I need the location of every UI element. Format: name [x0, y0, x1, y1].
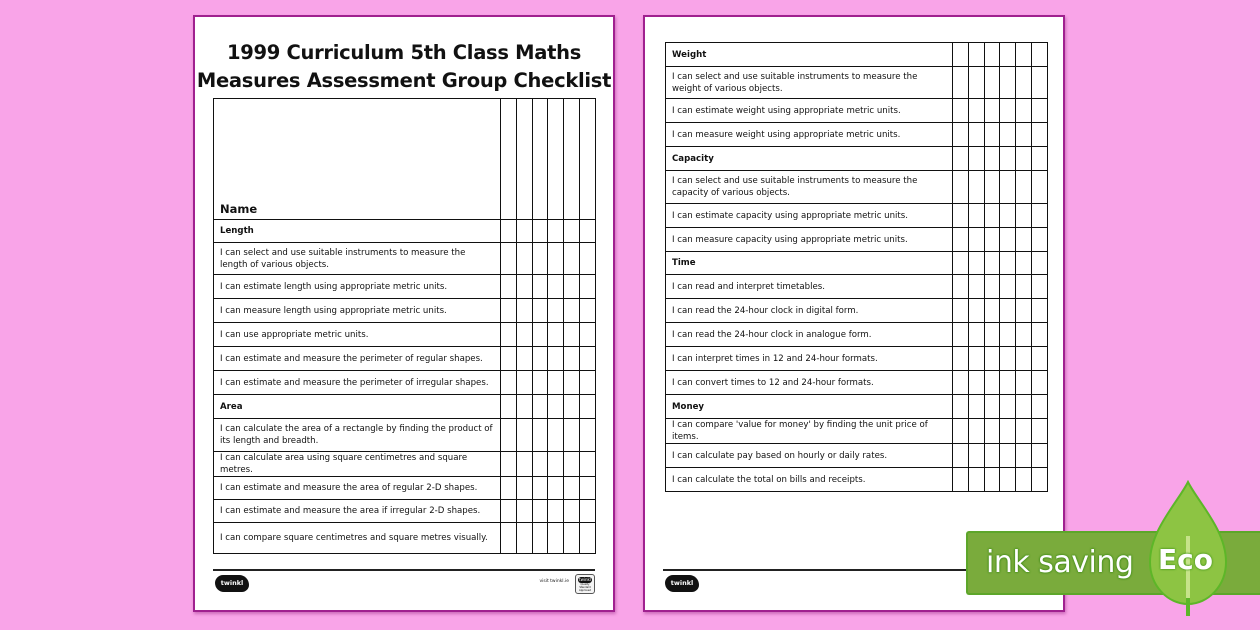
checkbox-cell[interactable] — [1031, 347, 1047, 371]
checkbox-cell[interactable] — [968, 147, 984, 171]
checklist-item-text: I can estimate and measure the area of regular 2-D shapes. — [214, 477, 501, 500]
checkbox-cell[interactable] — [1000, 419, 1016, 444]
checkbox-cell[interactable] — [548, 395, 564, 419]
checkbox-cell[interactable] — [532, 452, 548, 477]
checkbox-cell[interactable] — [532, 275, 548, 299]
checkbox-cell[interactable] — [968, 123, 984, 147]
checkbox-cell[interactable] — [953, 347, 969, 371]
checkbox-cell[interactable] — [1000, 371, 1016, 395]
checkbox-cell[interactable] — [1000, 468, 1016, 492]
checkbox-cell[interactable] — [1016, 204, 1032, 228]
checkbox-cell[interactable] — [1016, 67, 1032, 99]
checkbox-cell[interactable] — [579, 371, 595, 395]
checklist-item-text: I can read the 24-hour clock in digital form. — [666, 299, 953, 323]
checkbox-cell[interactable] — [984, 371, 1000, 395]
name-label: Name — [214, 99, 501, 220]
checkbox-cell[interactable] — [968, 171, 984, 204]
checkbox-cell[interactable] — [968, 444, 984, 468]
checkbox-cell[interactable] — [579, 452, 595, 477]
footer-divider — [213, 569, 595, 571]
checkbox-cell[interactable] — [548, 523, 564, 554]
checkbox-cell[interactable] — [548, 477, 564, 500]
checkbox-cell[interactable] — [501, 371, 517, 395]
checklist-item-text: I can select and use suitable instruments to measure the weight of various objects. — [666, 67, 953, 99]
checkbox-cell[interactable] — [579, 243, 595, 275]
checkbox-cell[interactable] — [579, 323, 595, 347]
checkbox-cell[interactable] — [564, 500, 580, 523]
checkbox-cell[interactable] — [968, 395, 984, 419]
checkbox-cell[interactable] — [548, 299, 564, 323]
checkbox-cell[interactable] — [516, 243, 532, 275]
checkbox-cell[interactable] — [1031, 67, 1047, 99]
checkbox-cell[interactable] — [953, 204, 969, 228]
checkbox-cell[interactable] — [579, 523, 595, 554]
checkbox-cell[interactable] — [516, 299, 532, 323]
checkbox-cell[interactable] — [1031, 468, 1047, 492]
checklist-row — [666, 171, 1048, 204]
checkbox-cell[interactable] — [984, 299, 1000, 323]
checkbox-cell[interactable] — [501, 220, 517, 243]
checklist-item-text: I can convert times to 12 and 24-hour formats. — [666, 371, 953, 395]
checkbox-cell[interactable] — [501, 477, 517, 500]
checkbox-cell[interactable] — [1031, 228, 1047, 252]
checkbox-cell[interactable] — [968, 371, 984, 395]
checkbox-cell[interactable] — [532, 477, 548, 500]
checkbox-cell[interactable] — [953, 171, 969, 204]
checkbox-cell[interactable] — [953, 419, 969, 444]
checkbox-cell[interactable] — [984, 123, 1000, 147]
checklist-row — [214, 275, 596, 299]
checkbox-cell[interactable] — [564, 371, 580, 395]
checkbox-cell[interactable] — [516, 395, 532, 419]
checkbox-cell[interactable] — [548, 347, 564, 371]
section-heading-row — [666, 43, 1048, 67]
checklist-row — [666, 275, 1048, 299]
checkbox-cell[interactable] — [548, 371, 564, 395]
checkbox-cell[interactable] — [501, 523, 517, 554]
badge-logo: twinkl — [579, 577, 591, 582]
section-heading-row — [214, 220, 596, 243]
checklist-row — [666, 444, 1048, 468]
name-cell[interactable] — [516, 99, 532, 220]
checklist-item-text: I can compare 'value for money' by finding the unit price of items. — [666, 419, 953, 444]
checkbox-cell[interactable] — [501, 323, 517, 347]
checklist-item-text: I can select and use suitable instruments to measure the length of various objects. — [214, 243, 501, 275]
checklist-row — [214, 523, 596, 554]
checklist-item-text: I can measure length using appropriate metric units. — [214, 299, 501, 323]
checkbox-cell[interactable] — [953, 468, 969, 492]
checkbox-cell[interactable] — [1031, 323, 1047, 347]
checklist-item-text: I can calculate the total on bills and receipts. — [666, 468, 953, 492]
checkbox-cell[interactable] — [1000, 171, 1016, 204]
checklist-row — [214, 419, 596, 452]
checkbox-cell[interactable] — [968, 299, 984, 323]
checklist-row — [666, 99, 1048, 123]
checkbox-cell[interactable] — [579, 220, 595, 243]
checklist-item-text: I can measure weight using appropriate metric units. — [666, 123, 953, 147]
name-cell[interactable] — [548, 99, 564, 220]
checklist-row — [666, 468, 1048, 492]
checkbox-cell[interactable] — [984, 275, 1000, 299]
checklist-item-text: I can read and interpret timetables. — [666, 275, 953, 299]
checkbox-cell[interactable] — [984, 228, 1000, 252]
twinkl-logo: twinkl — [215, 575, 249, 592]
checkbox-cell[interactable] — [984, 468, 1000, 492]
checklist-page-1 — [193, 15, 615, 612]
checklist-row — [214, 500, 596, 523]
checklist-item-text: I can estimate and measure the area if irregular 2-D shapes. — [214, 500, 501, 523]
checkbox-cell[interactable] — [564, 419, 580, 452]
checkbox-cell[interactable] — [984, 147, 1000, 171]
checklist-page-2 — [643, 15, 1065, 612]
checkbox-cell[interactable] — [501, 275, 517, 299]
checklist-item-text: I can select and use suitable instruments to measure the capacity of various objects. — [666, 171, 953, 204]
checkbox-cell[interactable] — [532, 371, 548, 395]
checklist-row — [214, 371, 596, 395]
checkbox-cell[interactable] — [1000, 444, 1016, 468]
checkbox-cell[interactable] — [548, 500, 564, 523]
section-heading: Weight — [666, 43, 953, 67]
section-heading-row — [666, 147, 1048, 171]
checkbox-cell[interactable] — [1016, 468, 1032, 492]
checkbox-cell[interactable] — [501, 419, 517, 452]
document-title — [195, 39, 613, 95]
checkbox-cell[interactable] — [564, 347, 580, 371]
checkbox-cell[interactable] — [564, 395, 580, 419]
checklist-table-right — [665, 42, 1048, 492]
checkbox-cell[interactable] — [1031, 275, 1047, 299]
checkbox-cell[interactable] — [548, 323, 564, 347]
checkbox-cell[interactable] — [1016, 444, 1032, 468]
quality-badge-icon — [575, 574, 595, 594]
checkbox-cell[interactable] — [1000, 43, 1016, 67]
checkbox-cell[interactable] — [953, 123, 969, 147]
title-line-2: Measures Assessment Group Checklist — [196, 69, 612, 92]
checkbox-cell[interactable] — [953, 252, 969, 275]
section-heading-row — [666, 395, 1048, 419]
checkbox-cell[interactable] — [1016, 99, 1032, 123]
checkbox-cell[interactable] — [968, 228, 984, 252]
checkbox-cell[interactable] — [564, 220, 580, 243]
checkbox-cell[interactable] — [1016, 228, 1032, 252]
checkbox-cell[interactable] — [579, 500, 595, 523]
checkbox-cell[interactable] — [532, 395, 548, 419]
checkbox-cell[interactable] — [501, 395, 517, 419]
checkbox-cell[interactable] — [1031, 419, 1047, 444]
checklist-row — [666, 204, 1048, 228]
checkbox-cell[interactable] — [516, 452, 532, 477]
checklist-item-text: I can measure capacity using appropriate metric units. — [666, 228, 953, 252]
checklist-item-text: I can read the 24-hour clock in analogue form. — [666, 323, 953, 347]
checkbox-cell[interactable] — [1031, 444, 1047, 468]
checkbox-cell[interactable] — [1000, 323, 1016, 347]
checkbox-cell[interactable] — [1000, 123, 1016, 147]
checkbox-cell[interactable] — [1031, 171, 1047, 204]
checkbox-cell[interactable] — [548, 275, 564, 299]
checklist-table-left — [213, 98, 596, 554]
checkbox-cell[interactable] — [1000, 299, 1016, 323]
twinkl-logo: twinkl — [665, 575, 699, 592]
checkbox-cell[interactable] — [1031, 395, 1047, 419]
checklist-item-text: I can estimate capacity using appropriate metric units. — [666, 204, 953, 228]
checkbox-cell[interactable] — [953, 67, 969, 99]
checklist-row — [214, 452, 596, 477]
checklist-row — [666, 67, 1048, 99]
checklist-item-text: I can calculate pay based on hourly or daily rates. — [666, 444, 953, 468]
eco-label: Eco — [1158, 543, 1213, 576]
checkbox-cell[interactable] — [1016, 275, 1032, 299]
name-cell[interactable] — [579, 99, 595, 220]
checkbox-cell[interactable] — [548, 419, 564, 452]
checkbox-cell[interactable] — [953, 299, 969, 323]
checklist-row — [666, 371, 1048, 395]
checkbox-cell[interactable] — [1016, 171, 1032, 204]
checklist-row — [214, 477, 596, 500]
checkbox-cell[interactable] — [953, 147, 969, 171]
name-cell[interactable] — [564, 99, 580, 220]
checkbox-cell[interactable] — [532, 220, 548, 243]
checkbox-cell[interactable] — [1031, 99, 1047, 123]
badge-text: Quality Standard Approved — [579, 583, 591, 592]
checkbox-cell[interactable] — [516, 523, 532, 554]
checkbox-cell[interactable] — [516, 220, 532, 243]
checkbox-cell[interactable] — [564, 452, 580, 477]
checklist-item-text: I can compare square centimetres and square metres visually. — [214, 523, 501, 554]
checkbox-cell[interactable] — [532, 347, 548, 371]
checkbox-cell[interactable] — [968, 323, 984, 347]
checkbox-cell[interactable] — [532, 523, 548, 554]
checkbox-cell[interactable] — [984, 99, 1000, 123]
checkbox-cell[interactable] — [1016, 323, 1032, 347]
checklist-row — [666, 419, 1048, 444]
checkbox-cell[interactable] — [516, 275, 532, 299]
checkbox-cell[interactable] — [501, 243, 517, 275]
checkbox-cell[interactable] — [968, 252, 984, 275]
name-header-row — [214, 99, 596, 220]
checkbox-cell[interactable] — [953, 99, 969, 123]
checkbox-cell[interactable] — [1031, 299, 1047, 323]
checkbox-cell[interactable] — [579, 347, 595, 371]
checkbox-cell[interactable] — [516, 419, 532, 452]
title-line-1: 1999 Curriculum 5th Class Maths — [226, 41, 582, 64]
checkbox-cell[interactable] — [516, 500, 532, 523]
section-heading-row — [666, 252, 1048, 275]
checklist-row — [214, 299, 596, 323]
checkbox-cell[interactable] — [968, 275, 984, 299]
checkbox-cell[interactable] — [579, 477, 595, 500]
checkbox-cell[interactable] — [532, 299, 548, 323]
checkbox-cell[interactable] — [1000, 275, 1016, 299]
checkbox-cell[interactable] — [532, 243, 548, 275]
checkbox-cell[interactable] — [1031, 371, 1047, 395]
checkbox-cell[interactable] — [579, 275, 595, 299]
checkbox-cell[interactable] — [953, 275, 969, 299]
section-heading-row — [214, 395, 596, 419]
checkbox-cell[interactable] — [1000, 228, 1016, 252]
checkbox-cell[interactable] — [1016, 147, 1032, 171]
checkbox-cell[interactable] — [516, 477, 532, 500]
checkbox-cell[interactable] — [984, 444, 1000, 468]
checkbox-cell[interactable] — [1016, 371, 1032, 395]
section-heading: Money — [666, 395, 953, 419]
checkbox-cell[interactable] — [1031, 147, 1047, 171]
checkbox-cell[interactable] — [532, 419, 548, 452]
checkbox-cell[interactable] — [532, 323, 548, 347]
ink-saving-label: ink saving — [986, 545, 1134, 580]
checkbox-cell[interactable] — [984, 347, 1000, 371]
checklist-item-text: I can estimate length using appropriate metric units. — [214, 275, 501, 299]
checkbox-cell[interactable] — [1031, 204, 1047, 228]
checklist-row — [214, 243, 596, 275]
checklist-row — [666, 299, 1048, 323]
checklist-row — [666, 228, 1048, 252]
checkbox-cell[interactable] — [968, 419, 984, 444]
checkbox-cell[interactable] — [968, 43, 984, 67]
checkbox-cell[interactable] — [968, 99, 984, 123]
section-heading: Capacity — [666, 147, 953, 171]
checkbox-cell[interactable] — [548, 220, 564, 243]
checkbox-cell[interactable] — [984, 323, 1000, 347]
checkbox-cell[interactable] — [564, 275, 580, 299]
checklist-item-text: I can use appropriate metric units. — [214, 323, 501, 347]
checkbox-cell[interactable] — [1000, 147, 1016, 171]
checkbox-cell[interactable] — [564, 323, 580, 347]
checkbox-cell[interactable] — [1016, 395, 1032, 419]
checklist-row — [666, 347, 1048, 371]
checkbox-cell[interactable] — [548, 243, 564, 275]
checklist-item-text: I can estimate and measure the perimeter of irregular shapes. — [214, 371, 501, 395]
checkbox-cell[interactable] — [1000, 99, 1016, 123]
checklist-item-text: I can calculate the area of a rectangle by finding the product of its length and breadth. — [214, 419, 501, 452]
checkbox-cell[interactable] — [1016, 419, 1032, 444]
checkbox-cell[interactable] — [1016, 252, 1032, 275]
checkbox-cell[interactable] — [984, 171, 1000, 204]
checkbox-cell[interactable] — [1000, 67, 1016, 99]
checkbox-cell[interactable] — [579, 395, 595, 419]
checkbox-cell[interactable] — [984, 419, 1000, 444]
checklist-item-text: I can estimate weight using appropriate metric units. — [666, 99, 953, 123]
checklist-row — [666, 323, 1048, 347]
checkbox-cell[interactable] — [984, 204, 1000, 228]
checkbox-cell[interactable] — [1031, 252, 1047, 275]
checkbox-cell[interactable] — [953, 323, 969, 347]
checklist-row — [214, 347, 596, 371]
checkbox-cell[interactable] — [1016, 299, 1032, 323]
checkbox-cell[interactable] — [1000, 395, 1016, 419]
checklist-item-text: I can interpret times in 12 and 24-hour formats. — [666, 347, 953, 371]
checkbox-cell[interactable] — [516, 347, 532, 371]
checkbox-cell[interactable] — [953, 395, 969, 419]
checkbox-cell[interactable] — [1031, 43, 1047, 67]
checkbox-cell[interactable] — [579, 299, 595, 323]
checkbox-cell[interactable] — [953, 444, 969, 468]
checkbox-cell[interactable] — [564, 477, 580, 500]
checkbox-cell[interactable] — [984, 43, 1000, 67]
section-heading: Time — [666, 252, 953, 275]
checkbox-cell[interactable] — [953, 371, 969, 395]
checkbox-cell[interactable] — [1016, 123, 1032, 147]
checkbox-cell[interactable] — [564, 243, 580, 275]
checklist-item-text: I can calculate area using square centimetres and square metres. — [214, 452, 501, 477]
checklist-row — [214, 323, 596, 347]
checkbox-cell[interactable] — [516, 371, 532, 395]
checkbox-cell[interactable] — [564, 523, 580, 554]
checkbox-cell[interactable] — [968, 468, 984, 492]
checkbox-cell[interactable] — [953, 228, 969, 252]
name-cell[interactable] — [501, 99, 517, 220]
checkbox-cell[interactable] — [968, 204, 984, 228]
checkbox-cell[interactable] — [968, 67, 984, 99]
checklist-item-text: I can estimate and measure the perimeter of regular shapes. — [214, 347, 501, 371]
checkbox-cell[interactable] — [1000, 204, 1016, 228]
checklist-row — [666, 123, 1048, 147]
checkbox-cell[interactable] — [953, 43, 969, 67]
checkbox-cell[interactable] — [984, 252, 1000, 275]
checkbox-cell[interactable] — [984, 395, 1000, 419]
checkbox-cell[interactable] — [1016, 347, 1032, 371]
checkbox-cell[interactable] — [968, 347, 984, 371]
checkbox-cell[interactable] — [1016, 43, 1032, 67]
checkbox-cell[interactable] — [1031, 123, 1047, 147]
checkbox-cell[interactable] — [984, 67, 1000, 99]
checkbox-cell[interactable] — [1000, 252, 1016, 275]
checkbox-cell[interactable] — [579, 419, 595, 452]
visit-link: visit twinkl.ie — [539, 579, 569, 584]
checkbox-cell[interactable] — [501, 500, 517, 523]
checkbox-cell[interactable] — [1000, 347, 1016, 371]
section-heading: Area — [214, 395, 501, 419]
checkbox-cell[interactable] — [564, 299, 580, 323]
checkbox-cell[interactable] — [548, 452, 564, 477]
section-heading: Length — [214, 220, 501, 243]
checkbox-cell[interactable] — [501, 452, 517, 477]
checkbox-cell[interactable] — [532, 500, 548, 523]
name-cell[interactable] — [532, 99, 548, 220]
checkbox-cell[interactable] — [501, 347, 517, 371]
checkbox-cell[interactable] — [516, 323, 532, 347]
checkbox-cell[interactable] — [501, 299, 517, 323]
